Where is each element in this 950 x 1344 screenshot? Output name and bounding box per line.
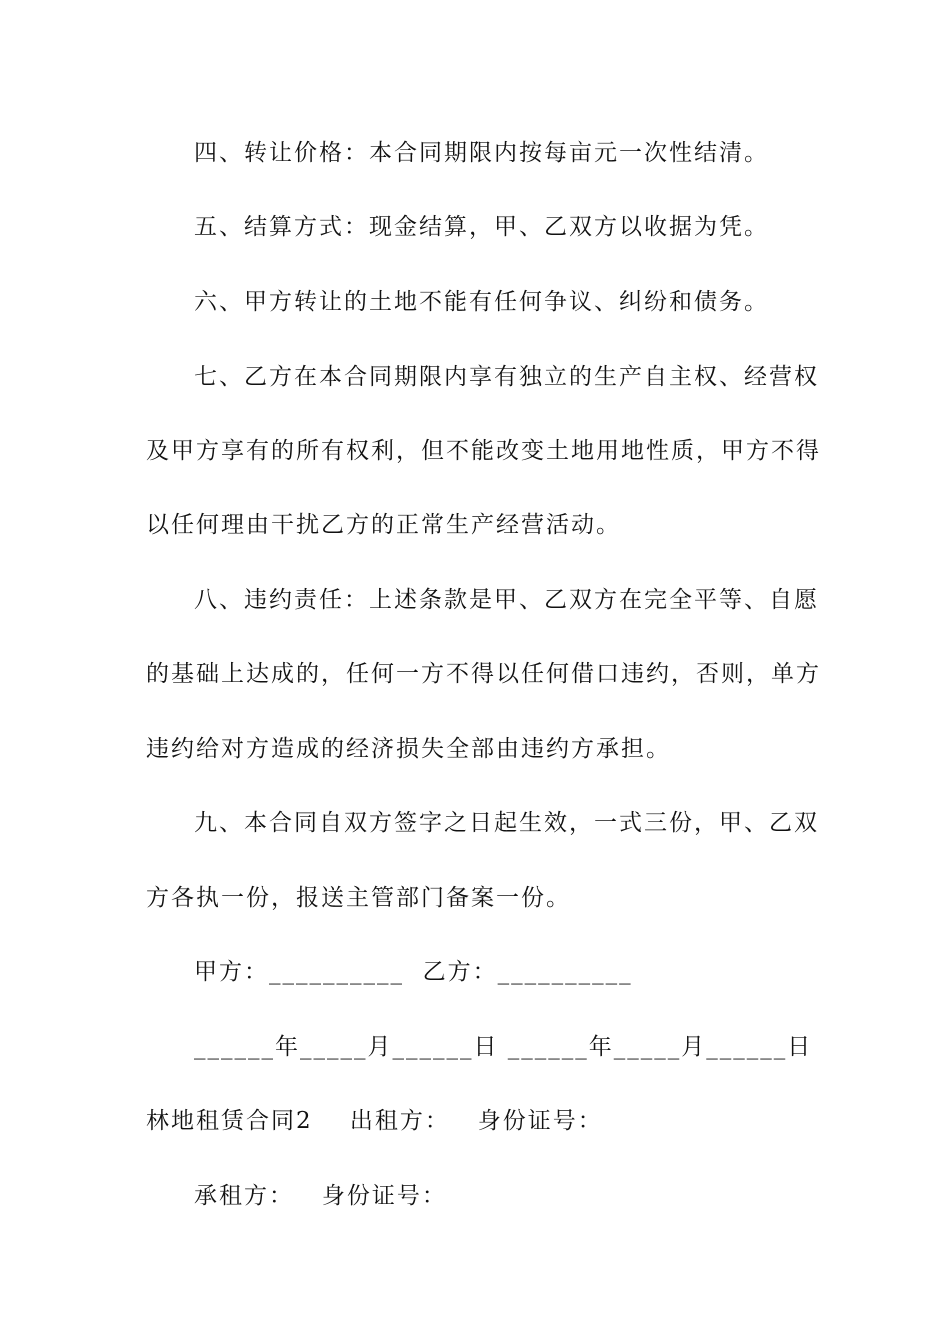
clause-7-line-3: 以任何理由干扰乙方的正常生产经营活动。 bbox=[146, 512, 621, 538]
clause-4-price: 四、转让价格：本合同期限内按每亩元一次性结清。 bbox=[194, 140, 769, 166]
clause-8-line-3: 违约给对方造成的经济损失全部由违约方承担。 bbox=[146, 736, 671, 762]
clause-8-line-2: 的基础上达成的，任何一方不得以任何借口违约，否则，单方 bbox=[146, 661, 821, 687]
clause-6-no-dispute: 六、甲方转让的土地不能有任何争议、纠纷和债务。 bbox=[194, 289, 769, 315]
signature-dates: ______年_____月______日 ______年_____月______日 bbox=[194, 1034, 813, 1060]
lessee-line: 承租方： 身份证号： bbox=[194, 1183, 447, 1209]
signature-parties: 甲方：__________ 乙方：__________ bbox=[194, 959, 633, 985]
contract-2-title: 林地租赁合同2 出租方： 身份证号： bbox=[146, 1108, 603, 1134]
clause-5-settlement: 五、结算方式：现金结算，甲、乙双方以收据为凭。 bbox=[194, 214, 769, 240]
clause-9-line-1: 九、本合同自双方签字之日起生效，一式三份，甲、乙双 bbox=[194, 810, 819, 836]
clause-7-line-2: 及甲方享有的所有权利，但不能改变土地用地性质，甲方不得 bbox=[146, 438, 821, 464]
clause-7-line-1: 七、乙方在本合同期限内享有独立的生产自主权、经营权 bbox=[194, 364, 819, 390]
clause-8-line-1: 八、违约责任：上述条款是甲、乙双方在完全平等、自愿 bbox=[194, 587, 819, 613]
clause-9-line-2: 方各执一份，报送主管部门备案一份。 bbox=[146, 885, 571, 911]
